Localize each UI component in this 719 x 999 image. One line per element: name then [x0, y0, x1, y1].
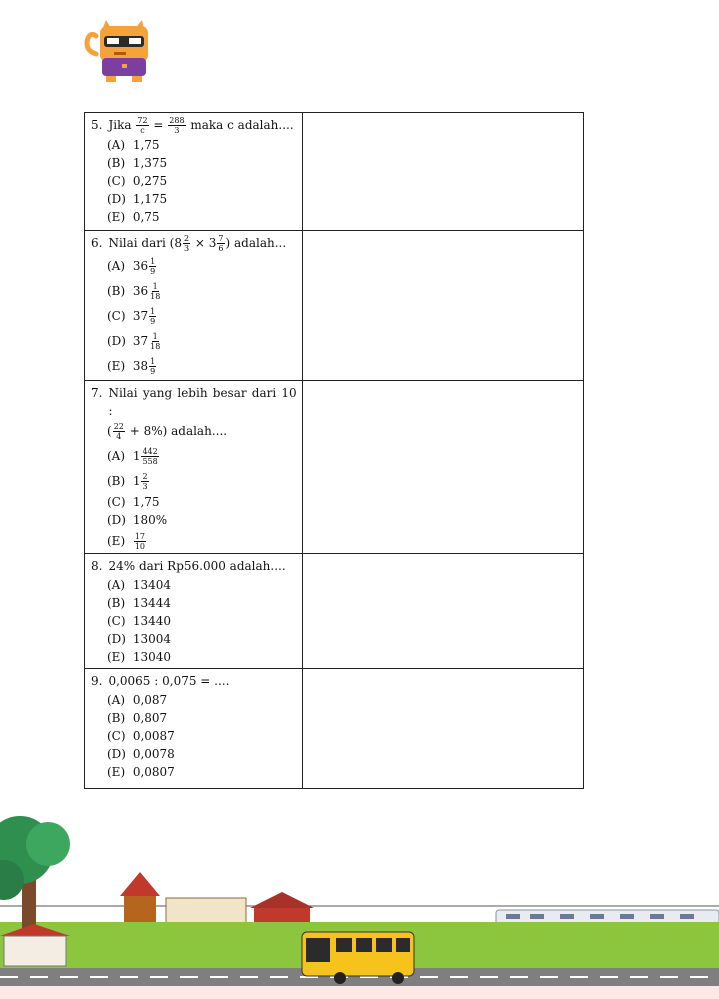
footer-scene — [0, 810, 719, 999]
option-label: (D) — [107, 513, 126, 527]
option-label: (A) — [107, 138, 126, 152]
fraction-denominator: 18 — [150, 292, 161, 301]
fraction — [183, 234, 190, 253]
fraction-denominator: 9 — [150, 267, 156, 276]
answer-option — [91, 648, 297, 666]
question-stem — [91, 672, 297, 690]
mixed-whole: 1 — [132, 449, 141, 463]
option-label: (B) — [107, 596, 126, 610]
option-label: (D) — [107, 632, 126, 646]
option-label: (E) — [107, 359, 126, 373]
answer-option — [91, 630, 297, 648]
option-text: 0,275 — [132, 174, 168, 188]
question-row — [85, 113, 584, 231]
option-text: 0,0807 — [132, 765, 175, 779]
option-text: 13040 — [132, 650, 172, 664]
option-label: (A) — [107, 578, 126, 592]
option-text: 0,75 — [132, 210, 160, 224]
question-cell — [85, 381, 303, 554]
fraction-numerator: 2 — [183, 234, 190, 243]
question-cell — [85, 669, 303, 789]
answer-option — [91, 307, 297, 326]
equals-sign: = — [153, 118, 164, 132]
question-stem — [91, 384, 297, 420]
answer-option — [91, 709, 297, 727]
answer-option — [91, 727, 297, 745]
question-table — [84, 112, 584, 789]
option-label: (D) — [107, 192, 126, 206]
stem-text: 0,0065 : 0,075 = .... — [108, 674, 230, 688]
option-label: (E) — [107, 534, 126, 548]
fraction — [149, 357, 156, 376]
fraction — [134, 532, 146, 551]
fraction-denominator: 558 — [142, 457, 158, 466]
answer-option — [91, 332, 297, 351]
mixed-whole: 37 — [132, 334, 149, 348]
option-label: (A) — [107, 693, 126, 707]
fraction-numerator: 17 — [134, 532, 146, 541]
question-cell — [85, 554, 303, 669]
answer-option — [91, 612, 297, 630]
question-stem-continued — [91, 422, 297, 441]
mixed-whole: 36 — [132, 284, 149, 298]
mixed-whole: 1 — [132, 474, 141, 488]
question-row — [85, 669, 584, 789]
answer-option — [91, 594, 297, 612]
option-label: (D) — [107, 747, 126, 761]
answer-option — [91, 136, 297, 154]
option-label: (B) — [107, 474, 126, 488]
answer-option — [91, 532, 297, 551]
option-text: 0,0087 — [132, 729, 175, 743]
stem-text: maka c adalah.... — [190, 118, 294, 132]
fraction-denominator: 4 — [116, 432, 122, 441]
bus-icon — [302, 932, 414, 984]
option-label: (B) — [107, 156, 126, 170]
question-row — [85, 381, 584, 554]
question-number: 6. — [91, 236, 103, 250]
answer-option — [91, 282, 297, 301]
fraction — [141, 472, 148, 491]
mixed-whole: 38 — [132, 359, 149, 373]
question-stem — [91, 116, 297, 135]
option-text: 1,175 — [132, 192, 168, 206]
option-text: 1,75 — [132, 138, 160, 152]
fraction — [149, 332, 161, 351]
question-number: 7. — [91, 386, 103, 400]
fraction — [113, 422, 125, 441]
answer-workspace-cell[interactable] — [302, 381, 583, 554]
fraction-denominator: c — [140, 126, 145, 135]
option-text: 13444 — [132, 596, 172, 610]
stem-text: Nilai yang lebih besar dari 10 : — [108, 386, 297, 418]
fraction-denominator: 3 — [142, 482, 148, 491]
fraction — [149, 307, 156, 326]
question-number: 9. — [91, 674, 103, 688]
mixed-whole: 36 — [132, 259, 149, 273]
stem-text: Nilai dari (8 — [108, 236, 182, 250]
stem-text: 24% dari Rp56.000 adalah.... — [108, 559, 286, 573]
answer-option — [91, 745, 297, 763]
option-text: 13004 — [132, 632, 172, 646]
fraction-numerator: 22 — [113, 422, 124, 431]
answer-option — [91, 691, 297, 709]
answer-option — [91, 493, 297, 511]
option-text: 180% — [132, 513, 168, 527]
answer-option — [91, 763, 297, 781]
building-icon — [120, 872, 314, 926]
question-row — [85, 231, 584, 381]
question-number: 8. — [91, 559, 103, 573]
fraction-denominator: 10 — [134, 542, 146, 551]
fraction — [149, 282, 161, 301]
stem-text: Jika — [108, 118, 132, 132]
fraction-denominator: 9 — [150, 317, 156, 326]
fraction-denominator: 3 — [174, 126, 180, 135]
option-text: 0,0078 — [132, 747, 175, 761]
answer-option — [91, 447, 297, 466]
option-text: 13440 — [132, 614, 172, 628]
question-stem — [91, 557, 297, 575]
answer-option — [91, 257, 297, 276]
fraction — [217, 234, 224, 253]
stem-text: × 3 — [194, 236, 217, 250]
answer-workspace-cell[interactable] — [302, 231, 583, 381]
option-label: (C) — [107, 495, 126, 509]
question-cell — [85, 113, 303, 231]
option-label: (A) — [107, 259, 126, 273]
option-label: (D) — [107, 334, 126, 348]
option-label: (B) — [107, 711, 126, 725]
fraction-numerator: 1 — [152, 282, 158, 291]
answer-workspace-cell[interactable] — [302, 669, 583, 789]
stem-text: + 8%) adalah.... — [129, 424, 228, 438]
question-row — [85, 554, 584, 669]
fraction — [149, 257, 156, 276]
fraction-denominator: 9 — [150, 367, 156, 376]
question-number: 5. — [91, 118, 103, 132]
fraction-numerator: 1 — [152, 332, 158, 341]
answer-option — [91, 472, 297, 491]
fraction-denominator: 3 — [183, 244, 190, 253]
option-text: 13404 — [132, 578, 172, 592]
option-text: 1,375 — [132, 156, 168, 170]
option-text: 1,75 — [132, 495, 160, 509]
fraction — [168, 116, 185, 135]
fraction-numerator: 7 — [218, 234, 224, 243]
option-text: 0,807 — [132, 711, 168, 725]
option-label: (E) — [107, 765, 126, 779]
fraction-numerator: 1 — [150, 357, 156, 366]
fraction-numerator: 2 — [142, 472, 148, 481]
option-label: (C) — [107, 614, 126, 628]
fraction — [141, 447, 158, 466]
answer-workspace-cell[interactable] — [302, 113, 583, 231]
cat-mascot-icon — [82, 14, 154, 86]
answer-option — [91, 576, 297, 594]
option-label: (C) — [107, 174, 126, 188]
answer-option — [91, 154, 297, 172]
option-label: (C) — [107, 309, 126, 323]
fraction-numerator: 442 — [142, 447, 158, 456]
option-label: (E) — [107, 210, 126, 224]
stem-text: ) adalah... — [225, 236, 287, 250]
question-cell — [85, 231, 303, 381]
fraction-numerator: 1 — [150, 257, 156, 266]
stem-text: ( — [107, 424, 112, 438]
answer-option — [91, 172, 297, 190]
answer-option — [91, 511, 297, 529]
option-label: (E) — [107, 650, 126, 664]
answer-option — [91, 208, 297, 226]
answer-option — [91, 190, 297, 208]
fraction-denominator: 6 — [218, 244, 224, 253]
fraction-numerator: 1 — [150, 307, 156, 316]
fraction — [136, 116, 148, 135]
option-label: (C) — [107, 729, 126, 743]
fraction-numerator: 72 — [137, 116, 148, 125]
fraction-numerator: 288 — [169, 116, 185, 125]
answer-option — [91, 357, 297, 376]
answer-workspace-cell[interactable] — [302, 554, 583, 669]
fraction-denominator: 18 — [150, 342, 161, 351]
mixed-whole: 37 — [132, 309, 149, 323]
option-label: (A) — [107, 449, 126, 463]
question-stem — [91, 234, 297, 253]
option-label: (B) — [107, 284, 126, 298]
option-text: 0,087 — [132, 693, 168, 707]
